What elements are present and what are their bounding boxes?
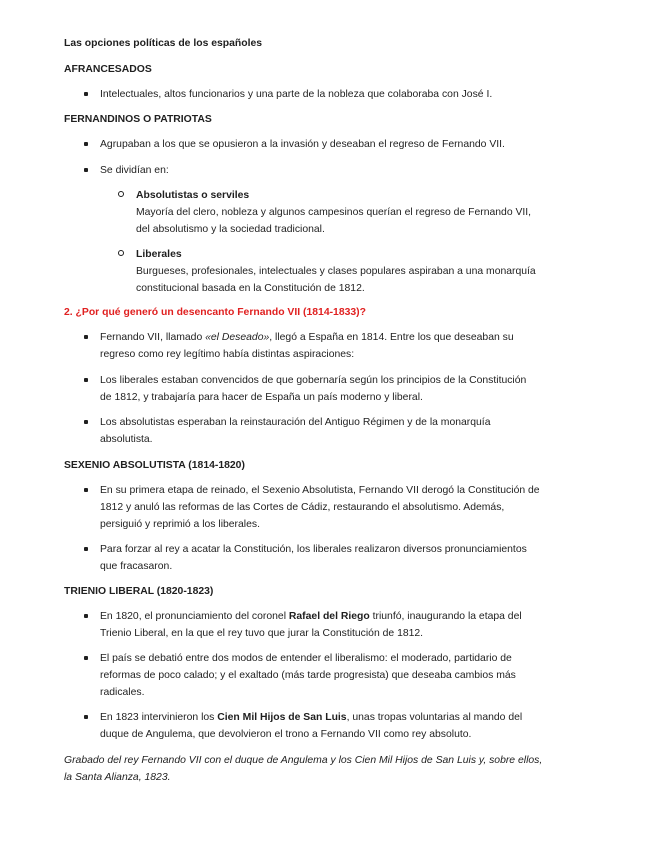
list-item: Agrupaban a los que se opusieron a la invasión y deseaban el regreso de Fernando VII.	[100, 139, 505, 150]
list-item: En 1820, el pronunciamiento del coronel Rafael del Riego triunfó, inaugurando la etapa del	[100, 611, 522, 622]
list-item: Se dividían en:	[100, 165, 169, 176]
image-caption-continuation: la Santa Alianza, 1823.	[64, 772, 171, 783]
subitem-text: Mayoría del clero, nobleza y algunos campesinos querían el regreso de Fernando VII,	[136, 207, 532, 218]
list-item-continuation: regreso como rey legítimo había distintas aspiraciones:	[100, 349, 355, 360]
heading-afrancesados: AFRANCESADOS	[64, 64, 152, 75]
list-item-continuation: reformas de poco calado; y el exaltado (más tarde progresista) que deseaba cambios más	[100, 670, 516, 681]
heading-trienio: TRIENIO LIBERAL (1820-1823)	[64, 586, 214, 597]
list-item: Fernando VII, llamado «el Deseado», llegó a España en 1814. Entre los que deseaban su	[100, 332, 514, 343]
list-item: El país se debatió entre dos modos de entender el liberalismo: el moderado, partidario de	[100, 653, 512, 664]
bullet-icon	[84, 614, 88, 618]
circle-bullet-icon	[118, 191, 124, 197]
heading-sexenio: SEXENIO ABSOLUTISTA (1814-1820)	[64, 460, 245, 471]
bullet-icon	[84, 92, 88, 96]
subitem-title: Liberales	[136, 249, 182, 260]
page-title: Las opciones políticas de los españoles	[64, 38, 263, 49]
subitem-text: constitucional basada en la Constitución de 1812.	[136, 283, 365, 294]
list-item-continuation: de 1812, y trabajaría para hacer de España un país moderno y liberal.	[100, 392, 423, 403]
list-item-continuation: que fracasaron.	[100, 561, 173, 572]
list-item-continuation: 1812 y anuló las reformas de las Cortes de Cádiz, restaurando el absolutismo. Además,	[100, 502, 505, 513]
bullet-icon	[84, 142, 88, 146]
list-item: Los absolutistas esperaban la reinstauración del Antiguo Régimen y de la monarquía	[100, 417, 491, 428]
heading-fernandinos: FERNANDINOS O PATRIOTAS	[64, 114, 212, 125]
subitem-text: Burgueses, profesionales, intelectuales y clases populares aspiraban a una monarquía	[136, 266, 536, 277]
list-item: Intelectuales, altos funcionarios y una parte de la nobleza que colaboraba con José I.	[100, 89, 493, 100]
list-item: En 1823 intervinieron los Cien Mil Hijos de San Luis, unas tropas voluntarias al mando del	[100, 712, 523, 723]
subitem-title: Absolutistas o serviles	[136, 190, 250, 201]
list-item-continuation: radicales.	[100, 687, 145, 698]
bullet-icon	[84, 488, 88, 492]
list-item: Para forzar al rey a acatar la Constitución, los liberales realizaron diversos pronunciamientos	[100, 544, 527, 555]
bullet-icon	[84, 715, 88, 719]
list-item-continuation: duque de Angulema, que devolvieron el trono a Fernando VII como rey absoluto.	[100, 729, 472, 740]
bullet-icon	[84, 547, 88, 551]
bullet-icon	[84, 378, 88, 382]
list-item-continuation: absolutista.	[100, 434, 153, 445]
bullet-icon	[84, 335, 88, 339]
bullet-icon	[84, 168, 88, 172]
list-item: Los liberales estaban convencidos de que gobernaría según los principios de la Constitución	[100, 375, 527, 386]
image-caption: Grabado del rey Fernando VII con el duque de Angulema y los Cien Mil Hijos de San Luis y, sobre ellos,	[64, 755, 543, 766]
subitem-text: del absolutismo y la sociedad tradicional.	[136, 224, 325, 235]
bullet-icon	[84, 420, 88, 424]
section-heading: 2. ¿Por qué generó un desencanto Fernando VII (1814-1833)?	[64, 307, 366, 318]
bullet-icon	[84, 656, 88, 660]
circle-bullet-icon	[118, 250, 124, 256]
list-item: En su primera etapa de reinado, el Sexenio Absolutista, Fernando VII derogó la Constitución de	[100, 485, 540, 496]
list-item-continuation: Trienio Liberal, en la que el rey tuvo que jurar la Constitución de 1812.	[100, 628, 424, 639]
list-item-continuation: persiguió y reprimió a los liberales.	[100, 519, 260, 530]
